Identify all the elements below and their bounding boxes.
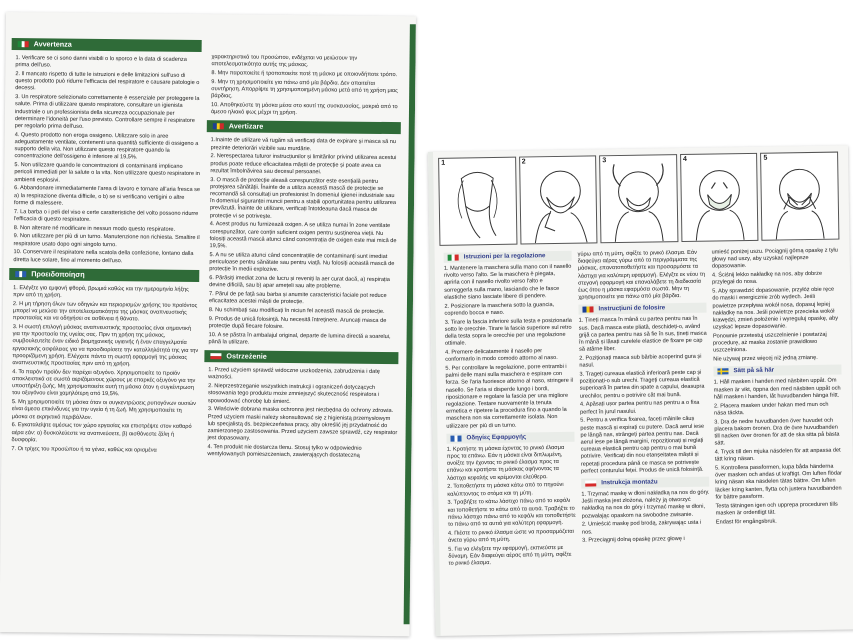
warning-item: 4. Acest produs nu furnizează oxigen. A se utiliza numai în zone ventilate corespunzător, care conțin suficient oxigen pentru susținerea vieții. Nu folosiți această mască atunci când concentrația de oxigen este mai mică de 19,5%. xyxy=(209,221,397,250)
fitting-step-diagram xyxy=(599,154,678,243)
warning-item: 4. Το παρόν προϊόν δεν παρέχει οξυγόνο. Χρησιμοποιείτε το προϊόν αποκλειστικά σε σωστά αεριζόμενους χώρους με επαρκές οξυγόνο για την υποστήριξη ζωής. Μη χρησιμοποιείτε αυτή τη μάσκα όταν η συγκέντρωση του οξυγόνου είναι χαμηλότερη από 19,5%. xyxy=(11,368,196,398)
left-leaflet-page xyxy=(0,12,416,636)
instruction-item: 1. Håll masken i handen med näsbiten uppåt. Om masken är vikt, öppna den med näsbiten uppåt och håll masken i handen, låt huvudbanden hänga fritt. xyxy=(713,378,841,401)
fitting-diagram-row xyxy=(438,152,839,244)
instruction-item: Ponownie przetestuj uszczelnienie i powtarzaj procedurę, aż maska zostanie prawidłowo uszczelniona. xyxy=(712,331,827,354)
instruction-item: 3. Dra de nedre huvudbanden över huvudet och placera bakom öronen. Dra de övre huvudbanden till nacken över öronen för att de ska sitta på bästa sätt. xyxy=(714,417,840,447)
page-edge-strip xyxy=(404,24,416,624)
step-number: 2 xyxy=(521,158,526,166)
section-header-swedish-fitting xyxy=(713,365,841,377)
instruction-item: 1. Țineți masca în mână cu partea pentru nas în sus. Dacă masca este pliată, deschideți-o, având grijă ca partea pentru nas să fie în sus, țineți masca în mână și lăsați curelele elastice de fixare pe cap să atârne liber. xyxy=(578,316,707,353)
step-number: 5 xyxy=(763,154,768,162)
instruction-item: 4. Premere delicatamente il nasello per conformarlo in modo comodo attorno al naso. xyxy=(445,348,558,363)
instruction-item: 1. Κρατήστε τη μάσκα έχοντας το ρινικό έλασμα προς τα επάνω. Εάν η μάσκα είναι διπλωμένη, ανοίξτε την έχοντας το ρινικό έλασμα προς τα επάνω και κρατήστε τη μάσκας αφήνοντας τα λάστιχα κεφαλής να κρέμονται ελεύθερα. xyxy=(446,444,565,482)
warning-item: χαρακτηριστικά του προσώπου, ενδέχεται να μειώσουν την αποτελεσματικότητα αυτής της μάσκας. xyxy=(211,54,358,69)
right-column-1 xyxy=(444,248,577,570)
warning-item: 3. O mască de protecție aleasă corespunzător este esențială pentru protejarea sănătății. Înainte de a utiliza această mască de protecție se recomandă să consultați un profesionist în domeniul igienei industriale sau în domeniul siguranței muncii pentru a stabili oportunitatea pentru utilizarea prevăzută. Înainte de utilizare, verificați întotdeauna dacă masca de protecție vi se potrivește. xyxy=(209,176,397,220)
section-header-polish xyxy=(204,350,398,364)
fitting-step-diagram xyxy=(760,152,839,241)
warning-item: 2. Il mancato rispetto di tutte le istruzioni e delle limitazioni sull'uso di questo prodotto può ridurre l'efficacia del respiratore e causare patologie o decessi. xyxy=(15,71,200,92)
section-header-romanian xyxy=(207,121,401,135)
instruction-item: 5. Pentru a verifica fixarea, faceți mâinile căuș peste mască și expirați cu putere. Dacă aerul iese pe lângă nas, strângeți partea pentru nas. Dacă aerul iese pe lângă margini, repoziționați și reglați cureaua elastică pentru cap pentru o mai bună potrivire. Verificați din nou etanșeitatea măștii și repetați procedura până ce masca se potrivește perfect conturului feței. Produs de unică folosință. xyxy=(580,416,705,475)
sweden-flag-icon xyxy=(717,369,728,375)
poland-flag-icon xyxy=(585,480,596,486)
left-column-2 xyxy=(207,54,401,462)
instruction-item: 3. Τραβήξτε το κάτω λάστιχο πάνω από το κεφάλι και τοποθετήστε το κάτω από τα αυτιά. Τραβήξτε το πάνω λάστιχο πάνω από το κεφάλι και τοποθετήστε το πάνω από τα αυτιά για καλύτερη εφαρμογή. xyxy=(447,498,576,528)
greece-flag-icon xyxy=(450,435,461,441)
warning-item: 6. Abbandonare immediatamente l'area di lavoro e tornare all'aria fresca se a) la respirazione diventa difficile, o b) se si verificano vertigini o altre forme di malessere. xyxy=(13,185,201,207)
section-header-greek-fitting xyxy=(446,432,574,444)
warning-item: 3. Un respiratore selezionato correttamente è essenziale per proteggere la salute. Prima di utilizzare questo respiratore, consultare un igienista industriale o un professionista della sicurezza occupazionale per determinare l'idoneità per l'uso previsto. Controllare sempre il respiratore per regolarlo prima dell'uso. xyxy=(14,94,200,130)
section-title: Avvertenza xyxy=(33,39,72,49)
warning-item: 5. Μη χρησιμοποιείτε τη μάσκα όταν οι συγκεντρώσεις ρυπογόνων ουσιών είναι άμεσα επικίνδυνες για την υγεία ή τη ζωή. Μη χρησιμοποιείτε τη μάσκα σε εκρηκτικό περιβάλλον. xyxy=(11,399,196,421)
instruction-item: 5. Για να ελέγξετε την εφαρμογή, εκπνεύστε με δύναμη. Εάν διαφεύγει αέρας από τη μύτη, σφίξτε το ρινικό έλασμα. xyxy=(448,544,572,567)
instruction-item: 5. Kontrollera passformen, kupa båda händerna över masken och andas ut kraftigt. Om luften flödar kring näsan ska näsdelen tätas bättre. Om luften läcker kring kanten, flytta och justera huvudbanden för bättre passform. xyxy=(714,463,843,501)
warning-item: 1. Verificare se ci sono danni visibili o lo sporco e la data di scadenza prima dell'uso. xyxy=(15,55,187,69)
section-header-greek xyxy=(9,268,199,282)
section-header-polish-fitting xyxy=(581,477,709,489)
greece-flag-icon xyxy=(15,271,26,277)
hand-holding-mask-icon xyxy=(439,158,516,245)
instruction-item: 1. Mantenere la maschera sulla mano con il nasello rivolto verso l'alto. Se la maschera è piegata, aprirla con il nasello rivolto verso l'alto e sorreggerla sulla mano, lasciando che le fasce elastiche siano lasciate libere di pendere. xyxy=(443,263,572,301)
romania-flag-icon xyxy=(213,124,224,130)
warning-item: 7. Părul de pe față sau barba și anumite caracteristici faciale pot reduce eficacitatea acestei măști de protecție. xyxy=(208,291,387,306)
section-header-romanian-fitting xyxy=(578,303,706,315)
instruction-item: 5. Per controllare la regolazione, porre entrambi i palmi delle mani sulla maschera e espirare con forza. Se l'aria fuoriesce attorno al naso, stringere il nasello. Se l'aria si disperde lungo i bordi, riposizionare e regolare la fascia per una migliore regolazione. Testare nuovamente la tenuta ermetica e ripetere la procedura fino a quando la maschera non sia correttamente isolata. Non utilizzare per più di un turno. xyxy=(445,363,573,430)
fitting-step-diagram xyxy=(519,155,598,244)
warning-item: 1. Ελέγξτε για εμφανή φθορά, βρωμιά καθώς και την ημερομηνία λήξης πριν από τη χρήση. xyxy=(13,284,189,299)
instruction-item: 4. Πιέστε το ρινικό έλασμα ώστε να προσαρμόζεται άνετα γύρω από τη μύτη. xyxy=(447,528,574,544)
mask-under-chin-icon xyxy=(520,156,597,243)
instruction-item: 2. Placera masken under hakan med mun och näsa täckta. xyxy=(713,401,829,417)
warning-item: 5. A nu se utiliza atunci când concentrațiile de contaminanți sunt imediat periculoase pentru sănătate sau pentru viață. Nu folosiți această mască de protecție în medii explozive. xyxy=(209,251,395,274)
section-title: Sätt på så här xyxy=(733,367,775,375)
step-number: 1 xyxy=(441,159,446,167)
warning-item: 9. Produs de unică folosință. Nu necesită întreținere. Aruncați masca de protecție după fiecare folosire. xyxy=(208,315,387,330)
section-title: Προειδοποίηση xyxy=(31,269,85,279)
press-nose-clip-icon xyxy=(681,154,758,241)
instruction-item: umieść poniżej uszu. Pociągnij górną opaskę z tyłu głowy nad uszy, aby uzyskać najlepsze dopasowanie. xyxy=(711,247,838,270)
warning-item: 8. Μην παραποιείτε ή τροποποιείτε ποτέ τη μάσκα με οποιονδήποτε τρόπο. xyxy=(211,70,398,79)
romania-flag-icon xyxy=(582,307,593,313)
fitting-step-diagram xyxy=(680,153,759,242)
instruction-item: 4. Ściśnij lekko nakładkę na nos, aby dobrze przylegał do nosa. xyxy=(711,271,823,286)
warning-item: 7. Οι τρίχες του προσώπου ή τα γένια, καθώς και ορισμένα xyxy=(11,445,157,454)
instruction-item: 2. Umieścić maskę pod brodą, zakrywając usta i nos. xyxy=(581,520,702,536)
italy-flag-icon xyxy=(18,41,29,47)
step-number: 3 xyxy=(602,157,607,165)
instruction-item: Nie używaj przez więcej niż jedną zmianę. xyxy=(713,355,818,363)
instruction-item: 2. Τοποθετήστε τη μάσκα κάτω από το πηγούνι καλύπτοντας το στόμα και τη μύτη. xyxy=(447,482,564,498)
fitting-step-diagram xyxy=(438,157,517,246)
warning-item: 10. Αποθηκεύστε τη μάσκα μέσα στο κουτί της συσκευασίας, μακριά από το άμεσο ηλιακό φως μέχρι τη χρήση. xyxy=(210,102,398,117)
warning-item: 8. Non alterare né modificare in nessun modo questo respiratore. xyxy=(13,224,176,233)
step-number: 4 xyxy=(682,155,687,163)
instruction-item: 3. Trageți cureaua elastică inferioară peste cap și poziționați-o sub urechi. Trageți cureaua elastică superioară în partea din spate a capului, deasupra urechilor, pentru o potrivire cât mai bună. xyxy=(579,369,705,400)
instruction-item: 3. Tirare la fascia inferiore sulla testa e posizionarla sotto le orecchie. Tirare la fascia superiore sul retro della testa sopra le orecchie per una regolazione ottimale. xyxy=(444,317,572,347)
right-column-2 xyxy=(578,250,711,547)
warning-item: 6. Părăsiți imediat zona de lucru și reveniți la aer curat dacă, a) respirația devine dificilă, sau b) apar amețeli sau alte probleme. xyxy=(209,275,390,290)
section-title: Ostrzeżenie xyxy=(226,351,267,361)
warning-item: 1.Inainte de utilizare vă rugăm să verificați data de expirare și masca să nu prezinte deteriorări vizibile sau murdărie. xyxy=(210,137,396,152)
instruction-item: 1. Trzymać maskę w dłoni nakładką na nos do góry. Jeśli maska jest złożona, należy ją otworzyć nakładką na nos do góry i trzymać maskę w dłoni, pozwalając opaskom na swobodne zwisanie. xyxy=(581,489,710,520)
section-title: Instrukcja montażu xyxy=(601,478,658,487)
instruction-item: Testa tätningen igen och upprepa proceduren tills masken är ordentligt tät. xyxy=(715,501,838,517)
warning-item: 3. Właściwie dobrana maska ochronna jest niezbędna do ochrony zdrowia. Przed użyciem maski należy skonsultować się z higienistą przemysłowym lub specjalistą ds. bezpieczeństwa pracy, aby określić jej przydatność do zamierzonego zastosowania. Przed użyciem zawsze sprawdź, czy respirator jest dopasowany. xyxy=(207,406,398,442)
warning-item: 4. Questo prodotto non eroga ossigeno. Utilizzare solo in aree adeguatamente ventilate, contenenti una quantità sufficiente di ossigeno a supporto della vita. Non utilizzare questo respiratore quando la concentrazione dell'ossigeno è inferiore al 19,5%. xyxy=(14,131,199,161)
warning-item: 2. Nerespectarea tuturor instrucțiunilor și limitărilor privind utilizarea acestui produs poate reduce eficacitatea măștii de protecție și poate avea ca rezultat îmbolnăvirea sau decesul persoanei. xyxy=(210,153,397,176)
italy-flag-icon xyxy=(448,255,459,261)
instruction-item: 2. Posizionare la maschera sotto la guancia, coprendo bocca e naso. xyxy=(444,301,555,317)
instruction-item: 4. Apăsați ușor partea pentru nas pentru a o fixa perfect în jurul nasului. xyxy=(579,400,700,416)
warning-item: 6. Εγκαταλείψτε αμέσως τον χώρο εργασίας και επιστρέψτε στον καθαρό αέρα εάν: α) δυσκολεύεστε να αναπνεύσετε, β) αισθάνεστε ζάλη ή δυσφορία. xyxy=(11,422,192,444)
poland-flag-icon xyxy=(210,353,221,359)
section-header-italian-fitting xyxy=(444,251,572,263)
instruction-item: γύρω από τη μύτη, σφίξτε το ρινικό έλασμα. Εάν διαφεύγει αέρας γύρω από τα περιγράμματα της μάσκας, επανατοποθετήστε και προσαρμόστε τα λάστιχα για καλύτερη εφαρμογή. Ελέγξτε εκ νέου τη στεγανή εφαρμογή και επαναλάβετε τη διαδικασία έως ότου η μάσκα εφαρμόσει σωστά. Μην τη χρησιμοποιείτε για πάνω από μία βάρδια. xyxy=(577,249,706,301)
warning-item: 9. Non utilizzare per più di un turno. Manutenzione non richiesta. Smaltire il respiratore usato dopo ogni singolo turno. xyxy=(13,233,200,248)
warning-item: 9. Μην τη χρησιμοποιείτε για πάνω από μία βάρδια. Δεν απαιτείται συντήρηση. Απορρίψτε τη χρησιμοποιημένη μάσκα μετά από τη χρήση μιας βάρδιας. xyxy=(211,78,398,100)
section-title: Οδηγίες Εφαρμογής xyxy=(466,433,527,442)
warning-item: 5. Non utilizzare quando le concentrazioni di contaminanti implicano pericoli immediati per la salute o la vita. Non utilizzare questo respiratore in ambienti esplosivi. xyxy=(14,162,200,184)
warning-item: 4. Ten produkt nie dostarcza tlenu. Stosuj tylko w odpowiednio wentylowanych pomieszczeniach, zawierających dostateczną xyxy=(207,444,362,459)
instruction-item: 3. Przeciągnij dolną opaskę przez głowę i xyxy=(582,536,685,545)
left-column-1 xyxy=(11,34,201,456)
right-leaflet-page xyxy=(428,145,853,636)
section-title: Istruzioni per la regolazione xyxy=(463,252,546,261)
check-seal-icon xyxy=(761,153,838,240)
warning-item: 3. Η σωστή επιλογή μάσκας αναπνευστικής προστασίας είναι σημαντική για την προστασία της υγείας σας. Πριν τη χρήση της μάσκας, συμβουλευτείτε έναν ειδικό βιομηχανικής υγιεινής ή έναν επαγγελματία εργασιακής ασφάλειας για να προσδιορίσετε την καταλληλότητά της για την προοριζόμενη χρήση. Ελέγχετε πάντα τη σωστή εφαρμογή της μάσκας αναπνευστικής προστασίας πριν από τη χρήση. xyxy=(12,324,199,368)
warning-item: 10. Conservare il respiratore nella scatola della confezione, lontano dalla diretta luce solare, fino al momento dell'uso. xyxy=(13,249,194,264)
warning-item: 10. A se păstra în ambalajul original, departe de lumina directă a soarelui, până la utilizare. xyxy=(208,331,391,346)
section-header-italian xyxy=(12,38,202,52)
warning-item: 2. Nieprzestrzeganie wszystkich instrukcji i ograniczeń dotyczących stosowania tego produktu może zmniejszyć skuteczność respiratora i spowodować chorobę lub śmierć. xyxy=(207,383,380,405)
warning-item: 8. Nu schimbați sau modificați în niciun fel această mască de protecție. xyxy=(208,307,385,316)
right-column-3 xyxy=(712,248,844,528)
section-title: Avertizare xyxy=(228,121,264,132)
instruction-item: 2. Poziționați masca sub bărbie acoperind gura și nasul. xyxy=(579,353,702,369)
section-title: Instrucțiuni de folosire xyxy=(598,304,666,313)
warning-item: 7. La barba o i peli del viso e certe caratteristiche del volto possono ridurre l'efficacia di questo respiratore. xyxy=(13,208,199,223)
instruction-item: 5. Aby sprawdzić dopasowanie, przyłóż obie ręce do maski i energicznie zrób wydech. Jeśli powietrze przepływa wokół nosa, dopasuj lepiej nakładkę na nos. Jeśli powietrze przecieka wokół krawędzi, zmień położenie i wyreguluj opaskę, aby uzyskać lepsze dopasowanie. xyxy=(712,286,839,331)
pull-straps-icon xyxy=(600,155,677,242)
instruction-item: 4. Tryck till den mjuka näsdelen för att anpassa det tätt kring näsan. xyxy=(714,447,841,463)
warning-item: 2. Η μη τήρηση όλων των οδηγιών και περιορισμών χρήσης του προϊόντος μπορεί να μειώσει την αποτελεσματικότητα της μάσκας αναπνευστικής προστασίας και να οδηγήσει σε ασθένεια ή θάνατο. xyxy=(12,300,198,323)
instruction-item: Endast för engångsbruk. xyxy=(715,518,777,526)
warning-item: 1. Przed użyciem sprawdź widoczne uszkodzenia, zabrudzenia i datę ważności. xyxy=(208,367,380,381)
